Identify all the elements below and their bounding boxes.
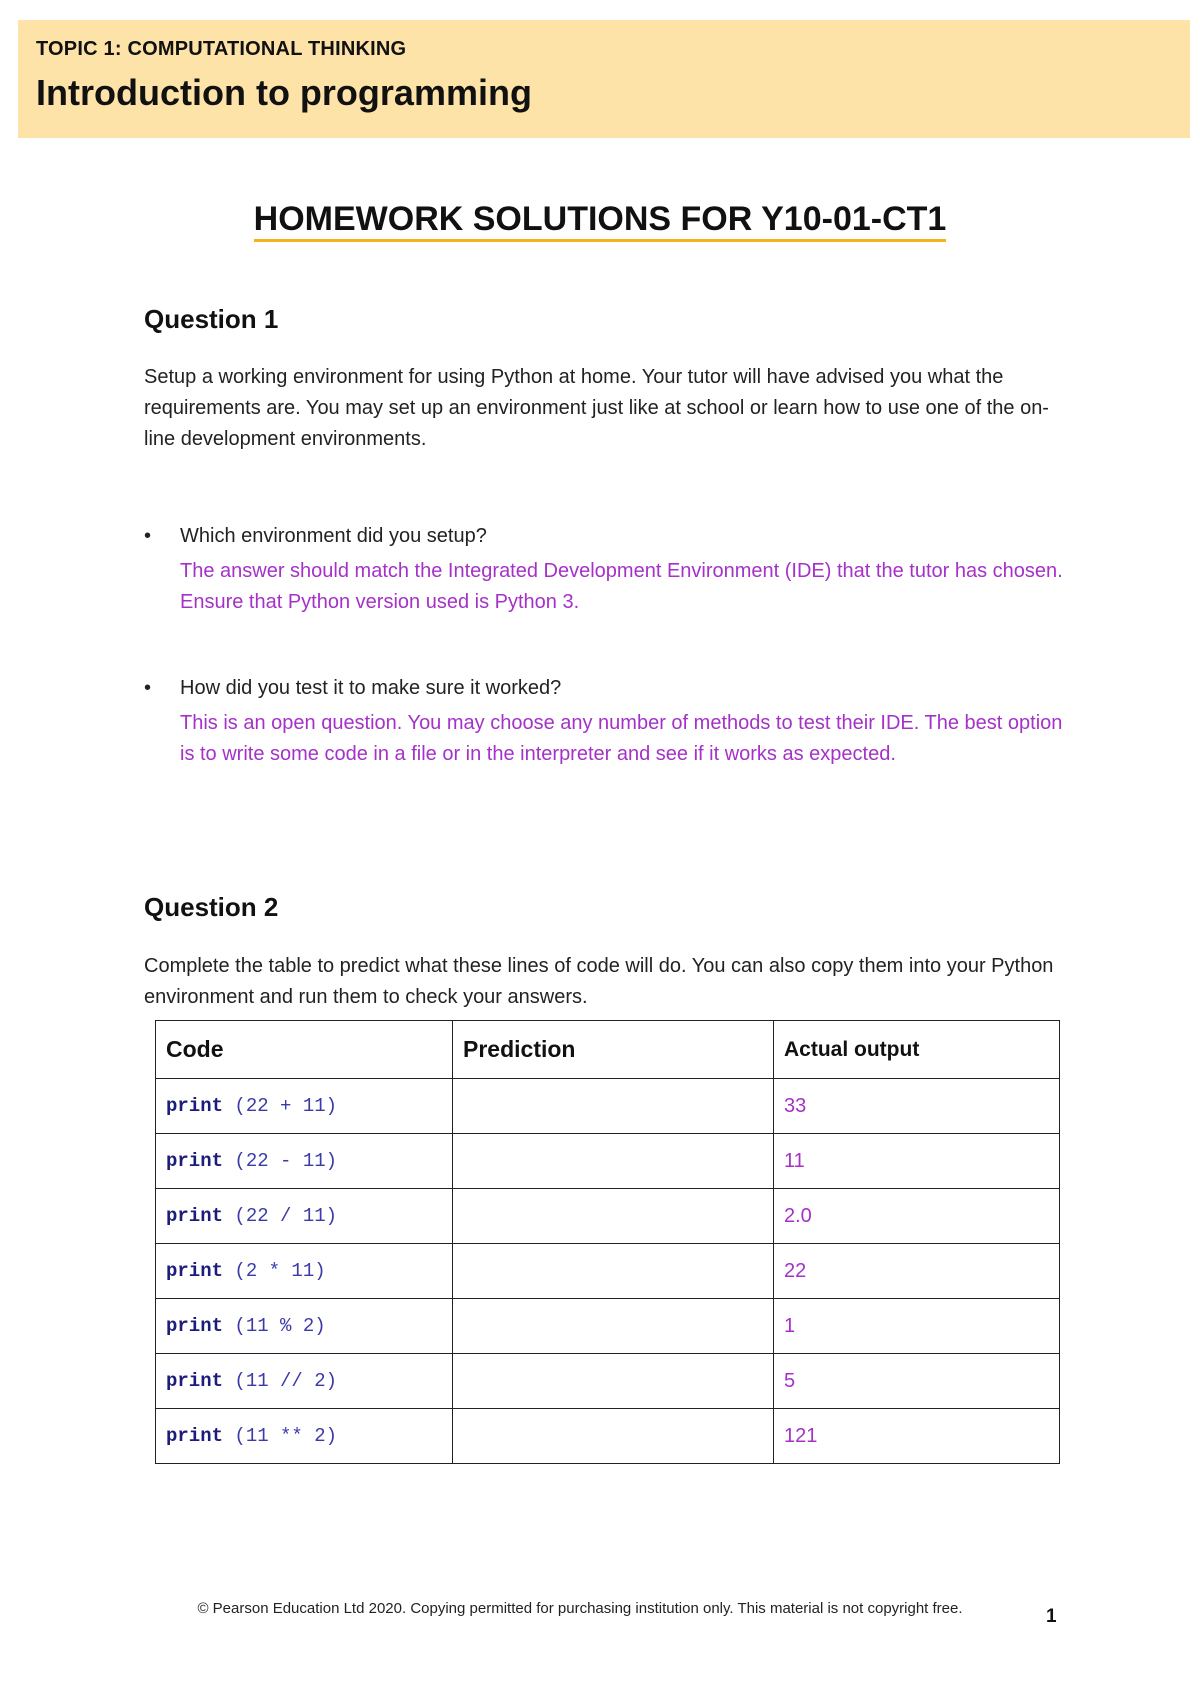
code-expression: (22 - 11)	[234, 1150, 338, 1172]
question-1-heading: Question 1	[144, 304, 279, 334]
output-cell: 1	[774, 1299, 1060, 1354]
code-expression: (22 / 11)	[234, 1205, 338, 1227]
question-2-intro: Complete the table to predict what these lines of code will do. You can also copy them into your Python environment and run them to check your answers.	[144, 955, 1054, 1008]
footer-copyright: © Pearson Education Ltd 2020. Copying permitted for purchasing institution only. This material is not copyright free.	[197, 1600, 963, 1617]
question-1-item-2	[144, 673, 1074, 770]
prediction-cell[interactable]	[453, 1244, 774, 1299]
table-row	[156, 1244, 1060, 1299]
code-keyword: print	[166, 1205, 224, 1227]
table-row	[156, 1409, 1060, 1464]
column-header-actual-output: Actual output	[774, 1021, 1060, 1079]
bullet-icon: •	[144, 677, 152, 699]
code-expression: (22 + 11)	[234, 1095, 338, 1117]
code-cell	[156, 1409, 453, 1464]
topic-label: TOPIC 1: COMPUTATIONAL THINKING	[36, 38, 407, 60]
table-row	[156, 1189, 1060, 1244]
column-header-code: Code	[156, 1021, 453, 1079]
code-cell	[156, 1244, 453, 1299]
prediction-cell[interactable]	[453, 1189, 774, 1244]
header-title: Introduction to programming	[36, 72, 532, 113]
output-cell: 33	[774, 1079, 1060, 1134]
code-keyword: print	[166, 1370, 224, 1392]
prediction-cell[interactable]	[453, 1079, 774, 1134]
output-cell: 22	[774, 1244, 1060, 1299]
header-band	[18, 20, 1190, 138]
bullet-answer: The answer should match the Integrated Development Environment (IDE) that the tutor has chosen. Ensure that Python version used is Python 3.	[180, 560, 1063, 613]
code-cell	[156, 1079, 453, 1134]
bullet-question	[144, 521, 1074, 552]
code-expression: (11 ** 2)	[234, 1425, 338, 1447]
code-expression: (11 % 2)	[234, 1315, 326, 1337]
question-1-intro: Setup a working environment for using Python at home. Your tutor will have advised you what the requirements are. You may set up an environment just like at school or learn how to use one of the on-line development environments.	[144, 366, 1049, 450]
table-header-row	[156, 1021, 1060, 1079]
code-keyword: print	[166, 1260, 224, 1282]
code-keyword: print	[166, 1150, 224, 1172]
table-row	[156, 1354, 1060, 1409]
output-cell: 2.0	[774, 1189, 1060, 1244]
prediction-cell[interactable]	[453, 1409, 774, 1464]
column-header-prediction: Prediction	[453, 1021, 774, 1079]
code-cell	[156, 1134, 453, 1189]
prediction-cell[interactable]	[453, 1299, 774, 1354]
document-title-text: HOMEWORK SOLUTIONS FOR Y10-01-CT1	[254, 200, 947, 242]
table-row	[156, 1299, 1060, 1354]
code-cell	[156, 1189, 453, 1244]
output-cell: 121	[774, 1409, 1060, 1464]
code-keyword: print	[166, 1095, 224, 1117]
code-keyword: print	[166, 1315, 224, 1337]
prediction-cell[interactable]	[453, 1354, 774, 1409]
document-title	[0, 200, 1200, 239]
code-keyword: print	[166, 1425, 224, 1447]
output-cell: 5	[774, 1354, 1060, 1409]
bullet-question	[144, 673, 1074, 704]
question-1-item-1	[144, 521, 1074, 618]
code-cell	[156, 1299, 453, 1354]
bullet-question-text: Which environment did you setup?	[180, 525, 487, 547]
prediction-cell[interactable]	[453, 1134, 774, 1189]
code-cell	[156, 1354, 453, 1409]
code-expression: (2 * 11)	[234, 1260, 326, 1282]
code-prediction-table	[155, 1020, 1060, 1464]
question-2-heading: Question 2	[144, 892, 279, 922]
bullet-icon: •	[144, 525, 152, 547]
bullet-question-text: How did you test it to make sure it worked?	[180, 677, 562, 699]
bullet-answer: This is an open question. You may choose any number of methods to test their IDE. The best option is to write some code in a file or in the interpreter and see if it works as expected.	[180, 712, 1063, 765]
table-row	[156, 1134, 1060, 1189]
page-number: 1	[1046, 1606, 1057, 1627]
output-cell: 11	[774, 1134, 1060, 1189]
code-expression: (11 // 2)	[234, 1370, 338, 1392]
table-row	[156, 1079, 1060, 1134]
